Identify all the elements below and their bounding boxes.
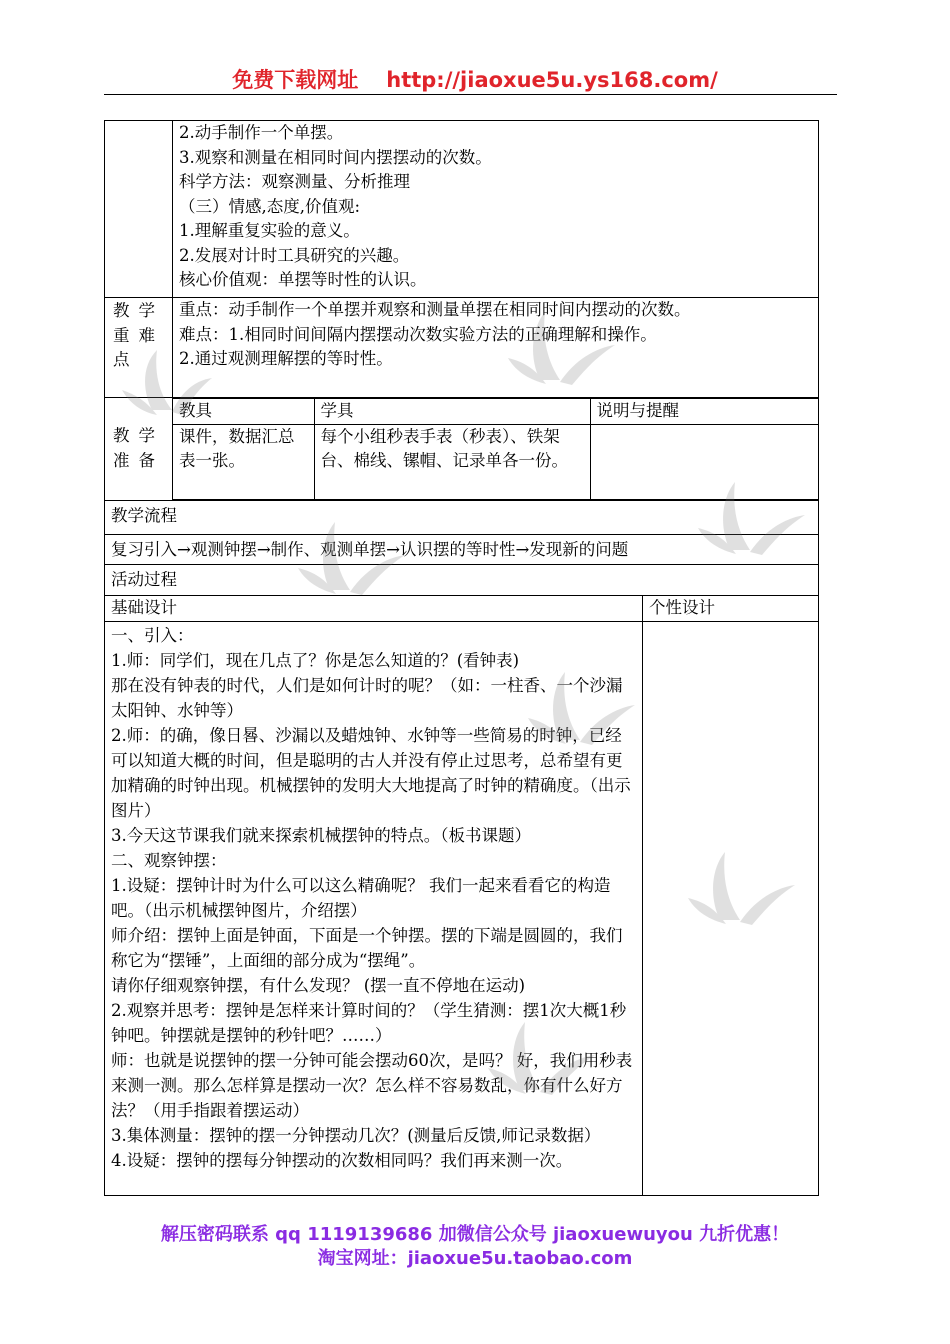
flow-title-row bbox=[105, 500, 819, 534]
key-points-label: 教学重难点 bbox=[105, 298, 173, 398]
objective-line: 2.动手制作一个单摆。 bbox=[179, 123, 344, 142]
key-point-line: 难点：1.相同时间间隔内摆摆动次数实验方法的正确理解和操作。 bbox=[179, 324, 657, 344]
flow-content-row bbox=[105, 534, 819, 564]
basic-design-content bbox=[105, 621, 643, 1195]
activity-line: 4.设疑：摆钟的摆每分钟摆动的次数相同吗？我们再来测一次。 bbox=[111, 1150, 573, 1170]
activity-line: 一、引入： bbox=[111, 625, 194, 645]
key-points-content bbox=[173, 298, 819, 398]
preparation-content bbox=[173, 398, 819, 501]
objective-line: 核心价值观：单摆等时性的认识。 bbox=[179, 270, 427, 289]
prep-header-teacher: 教具 bbox=[173, 399, 314, 425]
activity-title-row bbox=[105, 564, 819, 595]
flow-title: 教学流程 bbox=[105, 500, 819, 534]
objectives-content bbox=[173, 121, 819, 298]
prep-cell-teacher: 课件，数据汇总表一张。 bbox=[173, 424, 314, 499]
objectives-row bbox=[105, 121, 819, 298]
personal-design-header: 个性设计 bbox=[643, 595, 819, 621]
lesson-plan-table bbox=[104, 120, 819, 1196]
objective-line: 1.理解重复实验的意义。 bbox=[179, 221, 360, 240]
activity-columns-row bbox=[105, 595, 819, 621]
flow-content: 复习引入→观测钟摆→制作、观测单摆→认识摆的等时性→发现新的问题 bbox=[105, 534, 819, 564]
header-url-link[interactable]: http://jiaoxue5u.ys168.com/ bbox=[386, 68, 718, 92]
activity-line: 二、观察钟摆： bbox=[111, 850, 227, 870]
activity-line: 请你仔细观察钟摆，有什么发现？ (摆一直不停地在运动) bbox=[111, 975, 526, 995]
activity-line: 3.今天这节课我们就来探索机械摆钟的特点。（板书课题） bbox=[111, 825, 531, 845]
key-point-line: 2.通过观测理解摆的等时性。 bbox=[179, 349, 393, 368]
personal-design-content bbox=[643, 621, 819, 1195]
activity-line: 2.师：的确，像日晷、沙漏以及蜡烛钟、水钟等一些简易的时钟，已经可以知道大概的时间，但是聪明的古人并没有停止过思考，总希望有更加精确的时钟出现。机械摆钟的发明大大地提高了时钟的精确度。（出示图片） bbox=[111, 725, 631, 820]
preparation-inner-table bbox=[173, 398, 819, 500]
objective-line: 科学方法：观察测量、分析推理 bbox=[179, 172, 410, 191]
footer-taobao-link[interactable]: 淘宝网址：jiaoxue5u.taobao.com bbox=[317, 1248, 633, 1269]
prep-cell-notes bbox=[590, 424, 819, 499]
prep-header-student: 学具 bbox=[314, 399, 590, 425]
preparation-row bbox=[105, 398, 819, 501]
activity-line: 3.集体测量：摆钟的摆一分钟摆动几次？(测量后反馈,师记录数据） bbox=[111, 1125, 601, 1145]
header-label: 免费下载网址 bbox=[232, 68, 359, 92]
header-divider bbox=[104, 94, 837, 95]
basic-design-header: 基础设计 bbox=[105, 595, 643, 621]
activity-line: 1.师：同学们，现在几点了？你是怎么知道的？(看钟表) bbox=[111, 650, 520, 670]
activity-line: 师：也就是说摆钟的摆一分钟可能会摆动60次，是吗？ 好，我们用秒表来测一测。那么怎样算是摆动一次？怎么样不容易数乱，你有什么好方法？（用手指跟着摆运动） bbox=[111, 1050, 633, 1120]
prep-cell-student: 每个小组秒表手表（秒表）、铁架台、棉线、镙帽、记录单各一份。 bbox=[314, 424, 590, 499]
key-point-line: 重点：动手制作一个单摆并观察和测量单摆在相同时间内摆动的次数。 bbox=[179, 300, 691, 319]
objective-line: 2.发展对计时工具研究的兴趣。 bbox=[179, 245, 410, 265]
objectives-label-cell bbox=[105, 121, 173, 298]
page-header bbox=[0, 64, 950, 94]
objective-line: （三）情感,态度,价值观: bbox=[179, 196, 361, 216]
key-points-row bbox=[105, 298, 819, 398]
activity-title: 活动过程 bbox=[105, 564, 819, 595]
objective-line: 3.观察和测量在相同时间内摆摆动的次数。 bbox=[179, 147, 492, 167]
activity-line: 那在没有钟表的时代，人们是如何计时的呢？（如：一柱香、一个沙漏太阳钟、水钟等） bbox=[111, 675, 623, 720]
activity-line: 师介绍：摆钟上面是钟面，下面是一个钟摆。摆的下端是圆圆的，我们称它为“摆锤”，上面细的部分成为“摆绳”。 bbox=[111, 925, 623, 970]
prep-header-notes: 说明与提醒 bbox=[590, 399, 819, 425]
preparation-label: 教学准备 bbox=[105, 398, 173, 501]
footer-contact-line: 解压密码联系 qq 1119139686 加微信公众号 jiaoxuewuyou 九折优惠！ bbox=[160, 1224, 790, 1245]
activity-line: 1.设疑：摆钟计时为什么可以这么精确呢？ 我们一起来看看它的构造吧。（出示机械摆钟图片，介绍摆） bbox=[111, 875, 611, 920]
activity-content-row bbox=[105, 621, 819, 1195]
activity-line: 2.观察并思考：摆钟是怎样来计算时间的？（学生猜测：摆1次大概1秒钟吧。钟摆就是摆钟的秒针吧？……） bbox=[111, 1000, 627, 1045]
